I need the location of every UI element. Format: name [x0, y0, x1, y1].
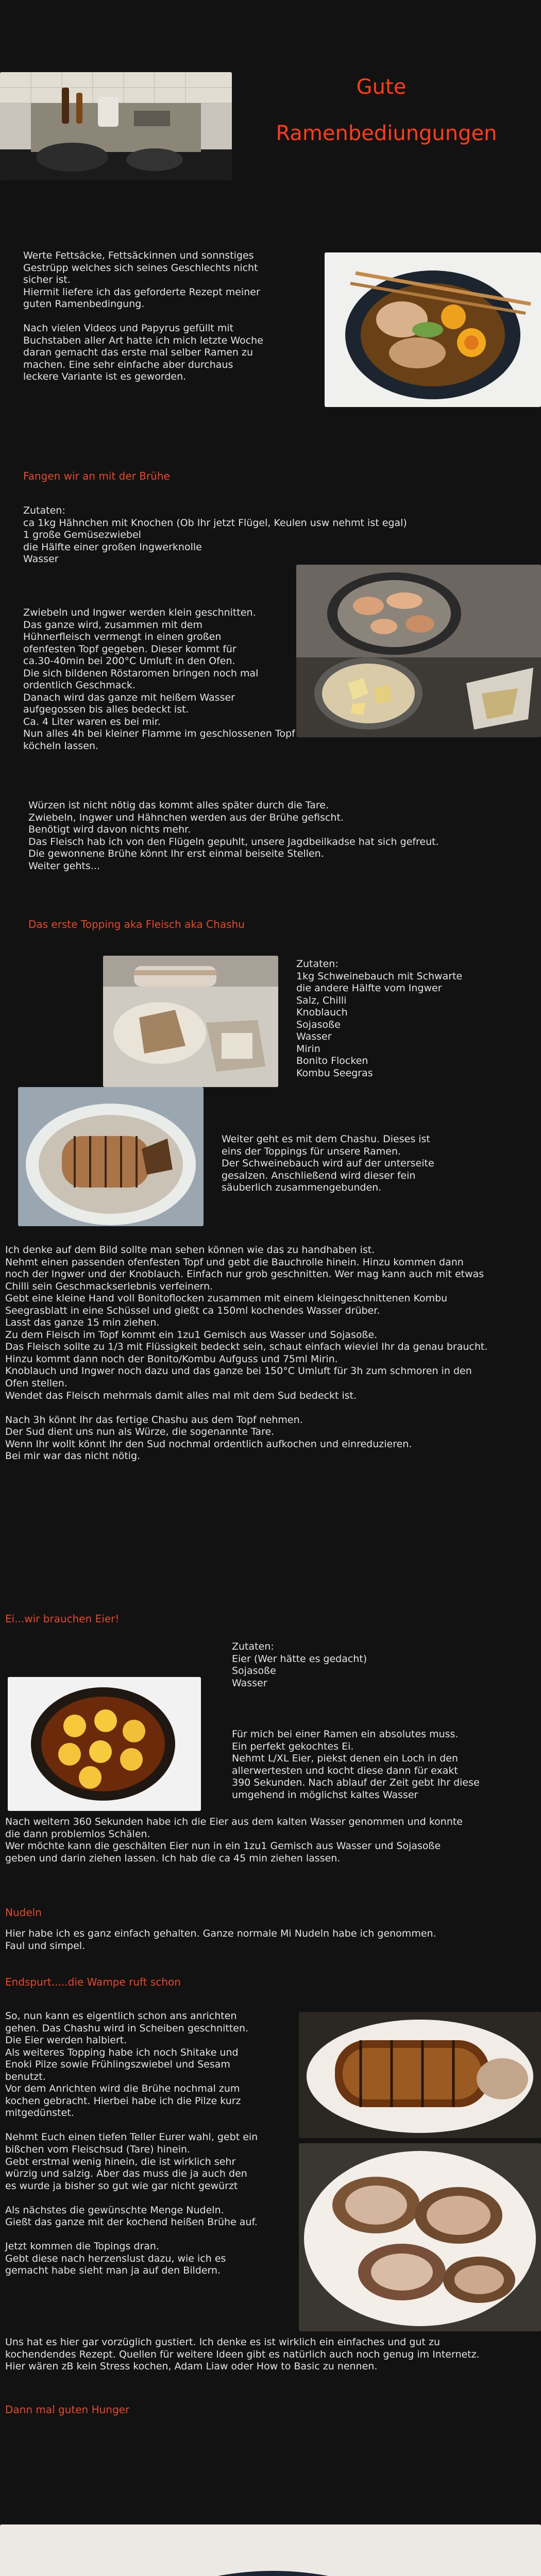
chashu-side-note: Weiter geht es mit dem Chashu. Dieses ist eins der Toppings für unsere Ramen. Der Schweinebauch wird auf der unterseite gesalzen. Anschließend wird dieser fein säuberlich zusammengebunden.: [222, 1133, 434, 1194]
chashu-slices-photo: [299, 2012, 541, 2138]
noodles-body: Hier habe ich es ganz einfach gehalten. Ganze normale Mi Nudeln habe ich genommen. Faul und simpel.: [5, 1928, 436, 1952]
pork-belly-photo: [103, 956, 278, 1087]
page-subtitle: Ramenbediungungen: [276, 122, 497, 145]
section-heading-chashu: Das erste Topping aka Fleisch aka Chashu: [28, 918, 245, 930]
eggs-side-note: Für mich bei einer Ramen ein absolutes muss. Ein perfekt gekochtes Ei. Nehmt L/XL Eier, piekst denen ein Loch in den allerwertesten und kocht diese dann für exakt 390 Sekunden. Nach ablauf der Zeit gebt Ihr diese umgehend in möglichst kaltes Wasser: [232, 1728, 480, 1801]
final-body-full: Uns hat es hier gar vorzüglich gustiert. Ich denke es ist wirklich ein einfaches und gut zu kochendendes Rezept. Quellen für weitere Ideen gibt es natürlich auch noch genug im Internetz. Hier wären zB kein Stress kochen, Adam Liaw oder How to Basic zu nennen.: [5, 2336, 480, 2372]
broth-notes: Würzen ist nicht nötig das kommt alles später durch die Tare. Zwiebeln, Ingwer und Hähnchen werden aus der Brühe gefischt. Benötigt wird davon nichts mehr. Das Fleisch hab ich von den Flügeln gepuhlt, unsere Jagdbeilkadse hat sich gefreut. Die gewonnene Brühe könnt Ihr erst einmal beiseite Stellen. Weiter gehts...: [28, 800, 439, 872]
closing-text: Dann mal guten Hunger: [5, 2403, 130, 2416]
roasted-chicken-photo: [296, 565, 541, 737]
ramen-bowl-photo-top: [325, 252, 541, 407]
intro-text: Werte Fettsäcke, Fettsäckinnen und sonnstiges Gestrüpp welches sich seines Geschlechts nicht sicher ist. Hiermit liefere ich das geforderte Rezept meiner guten Ramenbedingung. Nach vielen Videos und Papyrus gefüllt mit Buchstaben aller Art hatte ich mich letzte Woche daran gemacht das erste mal selber Ramen zu machen. Eine sehr einfache aber durchaus leckere Variante ist es geworden.: [23, 250, 263, 383]
kitchen-photo: [0, 72, 232, 180]
finished-ramen-photo: [0, 2524, 541, 2576]
final-body-left: So, nun kann es eigentlich schon ans anrichten gehen. Das Chashu wird in Scheiben geschnitten. Die Eier werden halbiert. Als weiteres Topping habe ich noch Shitake und Enoki Pilze sowie Frühlingszwiebel und Sesam benutzt. Vor dem Anrichten wird die Brühe nochmal zum kochen gebracht. Hierbei habe ich die Pilze kurz mitgedünstet. Nehmt Euch einen tiefen Teller Eurer wahl, gebt ein bißchen vom Fleischsud (Tare) hinein. Gebt erstmal wenig hinein, die ist wirklich sehr würzig und salzig. Aber das muss die ja auch den es wurde ja bisher so gut wie gar nicht gewürzt Als nächstes die gewünschte Menge Nudeln. Gießt das ganze mit der kochend heißen Brühe auf. Jetzt kommen die Topings dran. Gebt diese nach herzenslust dazu, wie ich es gemacht habe sieht man ja auf den Bildern.: [5, 2010, 258, 2277]
section-heading-final: Endspurt.....die Wampe ruft schon: [5, 1976, 181, 1988]
page-title: Gute: [356, 75, 407, 99]
broth-steps: Zwiebeln und Ingwer werden klein geschnitten. Das ganze wird, zusammen mit dem Hühnerfleisch vermengt in einen großen ofenfesten Topf gegeben. Dieser kommt für ca.30-40min bei 200°C Umluft in den Ofen. Die sich bildenen Röstaromen bringen noch mal ordentlich Geschmack. Danach wird das ganze mit heißem Wasser aufgegossen bis alles bedeckt ist. Ca. 4 Liter waren es bei mir. Nun alles 4h bei kleiner Flamme im geschlossenen Topf köcheln lassen.: [23, 607, 295, 752]
eggs-body: Nach weitern 360 Sekunden habe ich die Eier aus dem kalten Wasser genommen und konnte die dann problemlos Schälen. Wer möchte kann die geschälten Eier nun in ein 1zu1 Gemisch aus Wasser und Sojasoße geben und darin ziehen lassen. Ich hab die ca 45 min ziehen lassen.: [5, 1816, 463, 1864]
section-heading-noodles: Nudeln: [5, 1906, 42, 1919]
chashu-body: Ich denke auf dem Bild sollte man sehen können wie das zu handhaben ist. Nehmt einen passenden ofenfesten Topf und gebt die Bauchrolle hinein. Hinzu kommen dann noch der Ingwer und der Knoblauch. Einfach nur grob geschnitten. Wer mag kann auch mit etwas Chilli sein Geschmackserlebnis verfeinern. Gebt eine kleine Hand voll Bonitoflocken zusammen mit einem kleingeschnittenen Kombu Seegrasblatt in eine Schüssel und gießt ca 150ml kochendes Wasser drüber. Lasst das ganze 15 min ziehen. Zu dem Fleisch im Topf kommt ein 1zu1 Gemisch aus Wasser und Sojasoße. Das Fleisch sollte zu 1/3 mit Flüssigkeit bedeckt sein, schaut einfach wieviel Ihr da genau braucht. Hinzu kommt dann noch der Bonito/Kombu Aufguss und 75ml Mirin. Knoblauch und Ingwer noch dazu und das ganze bei 150°C Umluft für 3h zum schmoren in den Ofen stellen. Wendet das Fleisch mehrmals damit alles mal mit dem Sud bedeckt ist. Nach 3h könnt Ihr das fertige Chashu aus dem Topf nehmen. Der Sud dient uns nun als Würze, die sogenannte Tare. Wenn Ihr wollt könnt Ihr den Sud nochmal ordentlich aufkochen und einreduzieren. Bei mir war das nicht nötig.: [5, 1244, 488, 1462]
sliced-pork-photo: [299, 2143, 541, 2331]
eggs-ingredients: Zutaten: Eier (Wer hätte es gedacht) Sojasoße Wasser: [232, 1641, 367, 1689]
section-heading-broth: Fangen wir an mit der Brühe: [23, 470, 170, 482]
boiled-eggs-photo: [8, 1677, 201, 1811]
chashu-ingredients: Zutaten: 1kg Schweinebauch mit Schwarte die andere Hälfte vom Ingwer Salz, Chilli Knoblauch Sojasoße Wasser Mirin Bonito Flocken Kombu Seegras: [296, 958, 463, 1079]
section-heading-eggs: Ei...wir brauchen Eier!: [5, 1613, 120, 1625]
tied-pork-roll-photo: [18, 1087, 204, 1226]
broth-ingredients: Zutaten: ca 1kg Hähnchen mit Knochen (Ob Ihr jetzt Flügel, Keulen usw nehmt ist egal) 1 große Gemüsezwiebel die Hälfte einer großen Ingwerknolle Wasser: [23, 505, 407, 565]
